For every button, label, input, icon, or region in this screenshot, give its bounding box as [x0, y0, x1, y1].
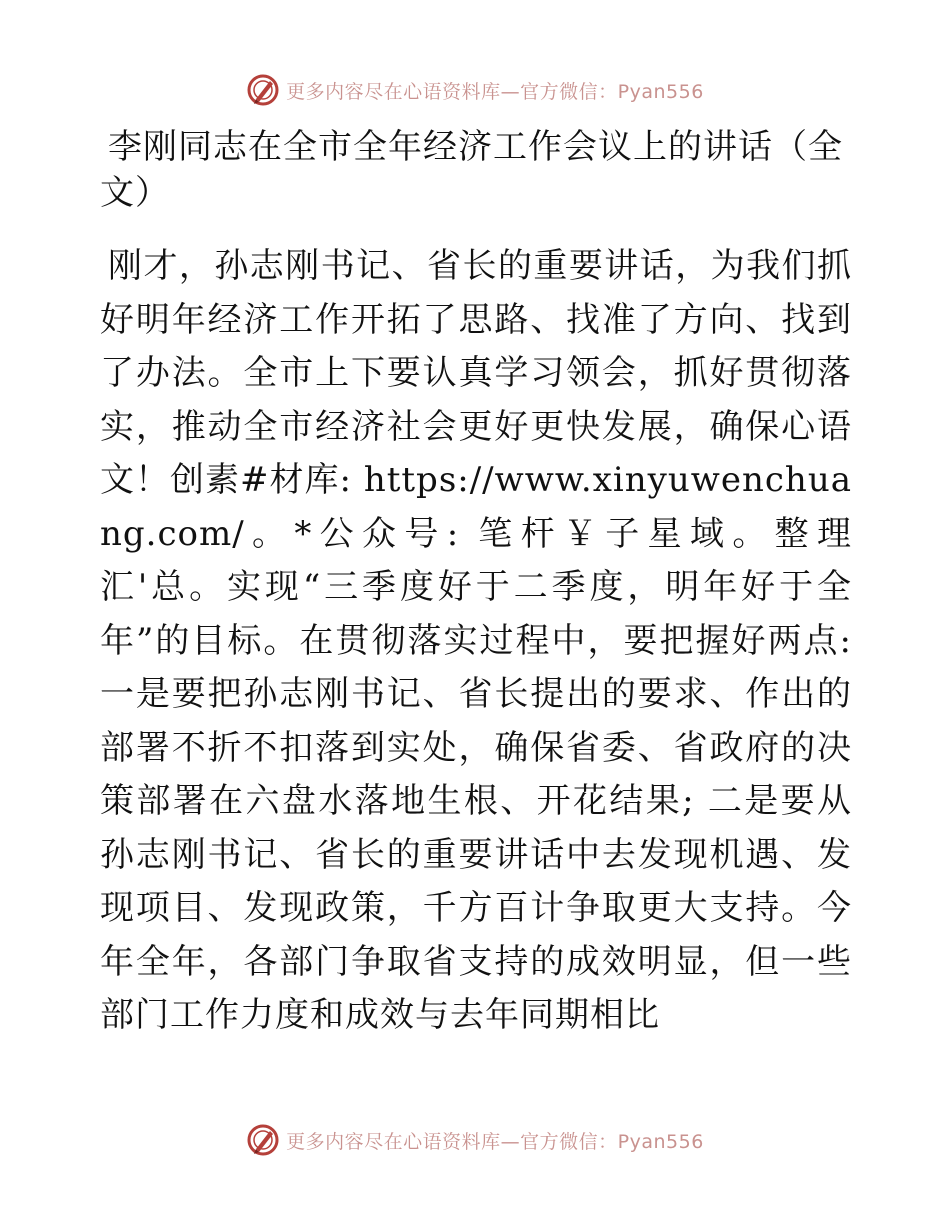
header-banner — [0, 70, 950, 110]
document-body: 刚才，孙志刚书记、省长的重要讲话，为我们抓好明年经济工作开拓了思路、找准了方向、找到了办法。全市上下要认真学习领会，抓好贯彻落实，推动全市经济社会更好更快发展，确保心语文！创素#材库: https://www.xinyuwenchuang.com/。*公众号: 笔杆￥子星域。整理汇'总。实现“三季度好于二季度，明年好于全年”的目标。在贯彻落实过程中，要把握好两点: 一是要把孙志刚书记、省长提出的要求、作出的部署不折不扣落到实处，确保省委、省政府的决策部署在六盘水落地生根、开花结果; 二是要从孙志刚书记、省长的重要讲话中去发现机遇、发现项目、发现政策，千方百计争取更大支持。今年全年，各部门争取省支持的成效明显，但一些部门工作力度和成效与去年同期相比 — [100, 246, 852, 1035]
footer-banner — [0, 1120, 950, 1160]
header-banner-text: 更多内容尽在心语资料库—官方微信：Pyan556 — [286, 80, 704, 103]
quill-pen-seal-icon — [246, 73, 280, 107]
document-title: 李刚同志在全市全年经济工作会议上的讲话（全文） — [100, 127, 843, 213]
quill-pen-seal-icon — [246, 1123, 280, 1157]
footer-banner-text: 更多内容尽在心语资料库—官方微信：Pyan556 — [286, 1130, 704, 1153]
